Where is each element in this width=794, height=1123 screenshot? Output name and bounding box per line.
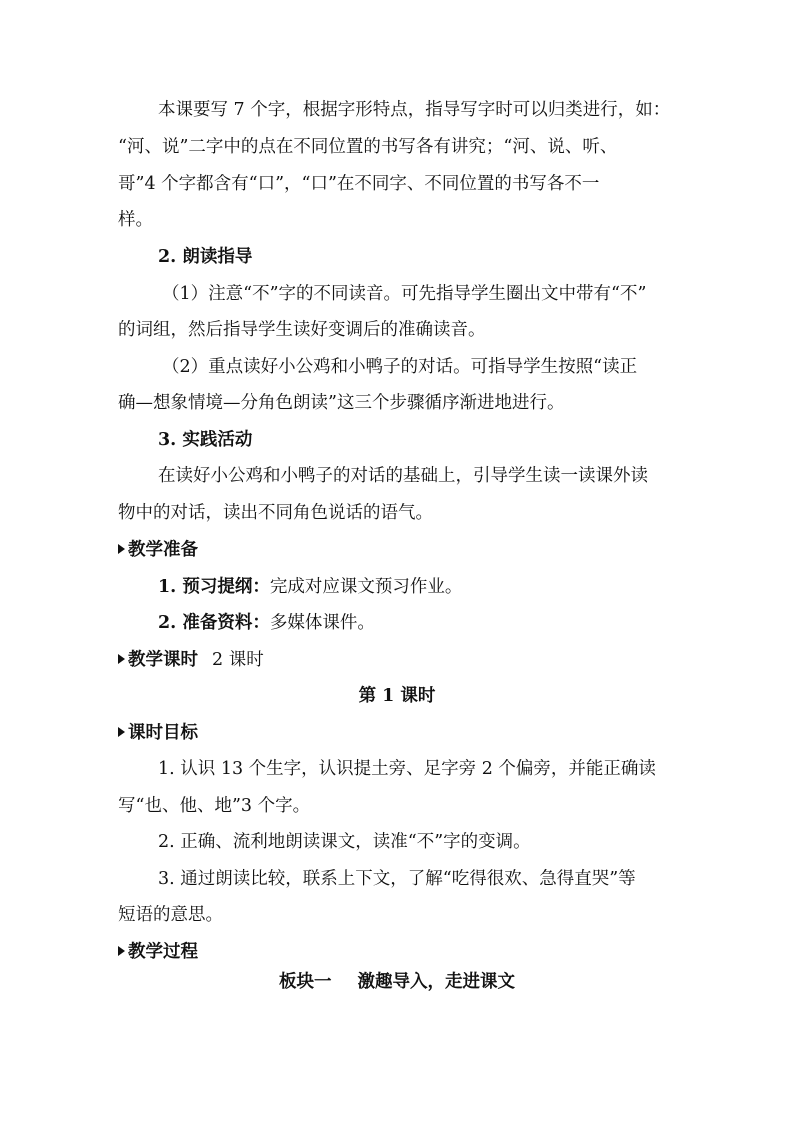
prep-item-label: 1. 预习提纲：: [158, 577, 270, 597]
prep-item-text: 多媒体课件。: [269, 613, 375, 633]
paragraph-line: 哥”4 个字都含有“口”，“口”在不同字、不同位置的书写各不一: [118, 174, 600, 194]
paragraph-line: 样。: [118, 210, 153, 230]
block-label: 板块一: [279, 972, 332, 992]
triangle-marker-icon: [118, 654, 125, 664]
section-heading: 3. 实践活动: [158, 430, 253, 450]
block-title: [0, 970, 794, 994]
process-heading: [118, 940, 688, 964]
lesson-title: 第 1 课时: [358, 686, 436, 706]
paragraph-line: 的词组，然后指导学生读好变调后的准确读音。: [118, 320, 486, 340]
prep-heading: [118, 538, 688, 562]
hours-heading: 教学课时: [128, 650, 198, 670]
paragraph-line: （1）注意“不”字的不同读音。可先指导学生圈出文中带有“不”: [162, 284, 647, 304]
prep-item: [158, 575, 688, 599]
prep-item: [158, 611, 688, 635]
prep-heading-text: 教学准备: [128, 540, 198, 560]
triangle-marker-icon: [118, 946, 125, 956]
goal-line: 写“也、他、地”3 个字。: [118, 796, 311, 816]
section-heading: 2. 朗读指导: [158, 247, 253, 267]
goal-line: 1. 认识 13 个生字，认识提土旁、足字旁 2 个偏旁，并能正确读: [158, 759, 656, 779]
prep-item-text: 完成对应课文预习作业。: [269, 577, 463, 597]
paragraph-line: 确—想象情境—分角色朗读”这三个步骤循序渐进地进行。: [118, 393, 565, 413]
goals-heading: [118, 721, 688, 745]
triangle-marker-icon: [118, 544, 125, 554]
paragraph-line: 本课要写 7 个字，根据字形特点，指导写字时可以归类进行，如：: [158, 100, 671, 120]
goal-line: 2. 正确、流利地朗读课文，读准“不”字的变调。: [158, 832, 531, 852]
triangle-marker-icon: [118, 727, 125, 737]
paragraph-line: 在读好小公鸡和小鸭子的对话的基础上，引导学生读一读课外读: [158, 466, 648, 486]
goal-line: 3. 通过朗读比较，联系上下文，了解“吃得很欢、急得直哭”等: [158, 869, 636, 889]
prep-item-label: 2. 准备资料：: [158, 613, 270, 633]
goals-heading-text: 课时目标: [128, 723, 198, 743]
hours-line: [118, 648, 688, 672]
paragraph-line: 物中的对话，读出不同角色说话的语气。: [118, 503, 433, 523]
process-heading-text: 教学过程: [128, 942, 198, 962]
goal-line: 短语的意思。: [118, 905, 223, 925]
paragraph-line: （2）重点读好小公鸡和小鸭子的对话。可指导学生按照“读正: [162, 357, 638, 377]
paragraph-line: “河、说”二字中的点在不同位置的书写各有讲究；“河、说、听、: [118, 137, 618, 157]
hours-value: 2 课时: [212, 650, 264, 670]
block-title-text: 激趣导入，走进课文: [357, 972, 515, 992]
